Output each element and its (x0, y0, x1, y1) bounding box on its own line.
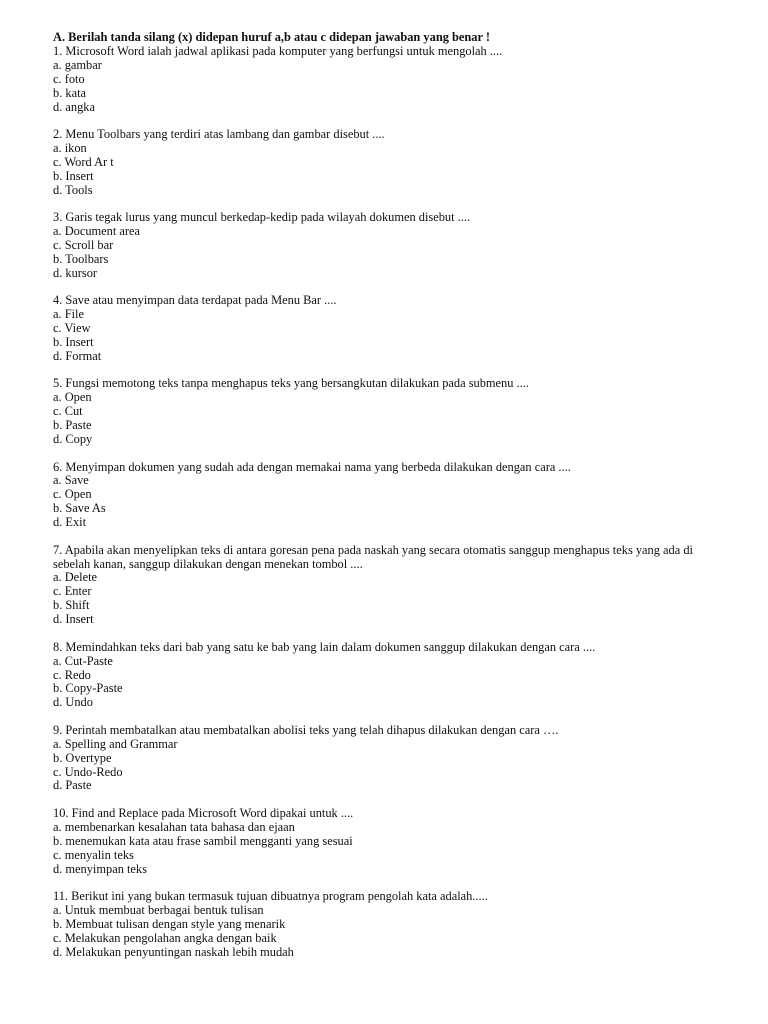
answer-option: c. Undo-Redo (53, 764, 123, 779)
question-text: 2. Menu Toolbars yang terdiri atas lambang dan gambar disebut .... (53, 127, 385, 142)
question-text: 10. Find and Replace pada Microsoft Word dipakai untuk .... (53, 805, 354, 820)
answer-option: a. File (53, 307, 84, 322)
answer-option: b. Paste (53, 418, 92, 433)
answer-option: a. Document area (53, 224, 141, 239)
document-page (53, 31, 713, 973)
answer-option: b. menemukan kata atau frase sambil mengganti yang sesuai (53, 833, 353, 848)
question-list (53, 45, 713, 960)
question-text: 7. Apabila akan menyelipkan teks di antara goresan pena pada naskah yang secara otomatis sanggup menghapus teks yang ada di sebelah kanan, sanggup dilakukan dengan menekan tombol .... (53, 542, 697, 571)
instruction-heading: A. Berilah tanda silang (x) didepan huruf a,b atau c didepan jawaban yang benar ! (53, 30, 490, 44)
answer-option: d. Paste (53, 778, 92, 793)
answer-option: d. Format (53, 348, 102, 363)
question-block (53, 211, 713, 281)
answer-option: a. ikon (53, 140, 87, 155)
answer-option: d. Undo (53, 695, 93, 710)
answer-option: a. Open (53, 390, 92, 405)
answer-option: c. Redo (53, 667, 91, 682)
answer-option: a. Save (53, 473, 89, 488)
answer-option: a. Delete (53, 570, 98, 585)
answer-option: c. Melakukan pengolahan angka dengan baik (53, 930, 277, 945)
answer-option: d. Melakukan penyuntingan naskah lebih mudah (53, 944, 294, 959)
answer-option: d. Exit (53, 515, 87, 530)
answer-option: c. menyalin teks (53, 847, 134, 862)
question-block (53, 461, 713, 531)
answer-option: d. angka (53, 99, 95, 114)
answer-option: b. Toolbars (53, 251, 109, 266)
answer-option: b. kata (53, 85, 87, 100)
answer-option: c. Enter (53, 584, 92, 599)
question-block (53, 294, 713, 364)
answer-option: a. Cut-Paste (53, 653, 113, 668)
answer-option: c. Word Ar t (53, 154, 114, 169)
question-block (53, 807, 713, 877)
question-text: 6. Menyimpan dokumen yang sudah ada dengan memakai nama yang berbeda dilakukan dengan cara .... (53, 459, 571, 474)
answer-option: a. membenarkan kesalahan tata bahasa dan ejaan (53, 819, 295, 834)
question-block (53, 641, 713, 711)
answer-option: d. Insert (53, 612, 94, 627)
answer-option: b. Membuat tulisan dengan style yang menarik (53, 916, 286, 931)
answer-option: c. Scroll bar (53, 237, 114, 252)
question-text: 9. Perintah membatalkan atau membatalkan abolisi teks yang telah dihapus dilakukan dengan cara …. (53, 722, 559, 737)
answer-option: c. Open (53, 487, 92, 502)
answer-option: b. Shift (53, 598, 90, 613)
question-block (53, 544, 713, 627)
question-text: 4. Save atau menyimpan data terdapat pada Menu Bar .... (53, 293, 337, 308)
answer-option: d. menyimpan teks (53, 861, 147, 876)
answer-option: c. View (53, 321, 91, 336)
answer-option: a. Untuk membuat berbagai bentuk tulisan (53, 902, 264, 917)
answer-option: d. Copy (53, 432, 93, 447)
question-text: 1. Microsoft Word ialah jadwal aplikasi pada komputer yang berfungsi untuk mengolah .... (53, 43, 503, 58)
question-text: 8. Memindahkan teks dari bab yang satu ke bab yang lain dalam dokumen sanggup dilakukan dengan cara .... (53, 639, 596, 654)
answer-option: b. Insert (53, 335, 94, 349)
answer-option: a. gambar (53, 57, 102, 72)
question-block (53, 724, 713, 794)
question-block (53, 890, 713, 960)
question-text: 11. Berikut ini yang bukan termasuk tujuan dibuatnya program pengolah kata adalah..... (53, 889, 488, 904)
question-block (53, 45, 713, 115)
answer-option: d. kursor (53, 265, 98, 280)
answer-option: c. foto (53, 71, 85, 86)
answer-option: b. Overtype (53, 750, 112, 765)
answer-option: c. Cut (53, 404, 83, 419)
answer-option: d. Tools (53, 182, 93, 197)
answer-option: b. Copy-Paste (53, 681, 123, 696)
question-block (53, 377, 713, 447)
answer-option: b. Save As (53, 501, 106, 516)
question-text: 3. Garis tegak lurus yang muncul berkedap-kedip pada wilayah dokumen disebut .... (53, 210, 471, 225)
answer-option: b. Insert (53, 168, 94, 183)
question-block (53, 128, 713, 198)
question-text: 5. Fungsi memotong teks tanpa menghapus teks yang bersangkutan dilakukan pada submenu .... (53, 376, 529, 391)
answer-option: a. Spelling and Grammar (53, 736, 178, 751)
